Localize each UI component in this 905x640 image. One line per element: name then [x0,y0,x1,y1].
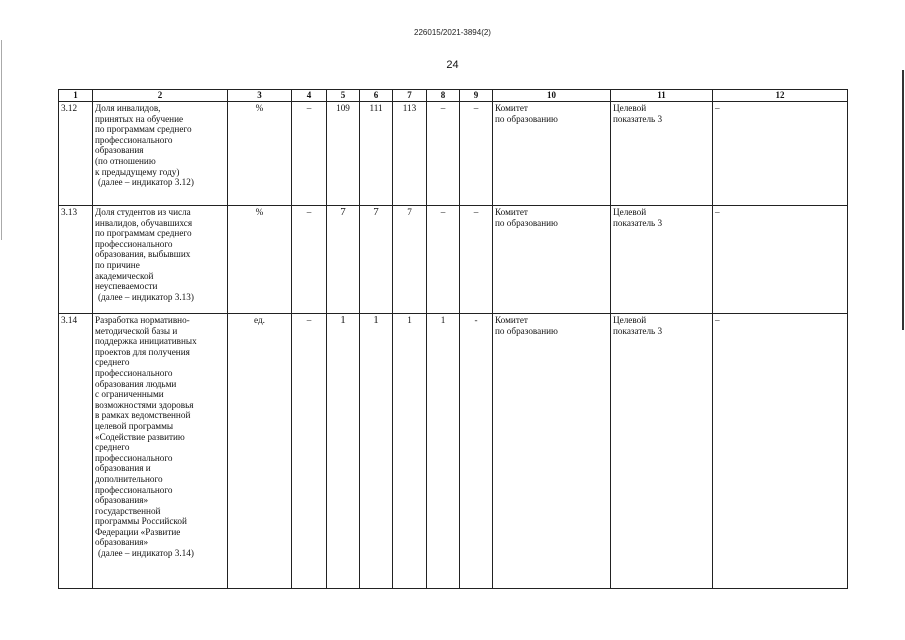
value-cell-7: 113 [393,102,427,206]
value-cell-5: 109 [327,102,360,206]
header-cell: 6 [360,90,393,102]
indicator-name-cell [93,314,228,589]
value-cell-6: 1 [360,314,393,589]
value-cell-9: - [460,314,493,589]
indicator-name-line: образования, выбывших [95,249,191,260]
indicator-name-line: возможностями здоровья [95,399,194,410]
unit-cell: % [228,102,292,206]
value-cell-7: 1 [393,314,427,589]
header-cell: 3 [228,90,292,102]
indicator-name-line: профессионального [95,134,173,145]
target-indicator-cell: Целевой показатель 3 [611,314,713,589]
indicator-name-line: (по отношению [95,155,156,166]
indicator-name-line: профессионального [95,238,173,249]
target-indicator-cell: Целевой показатель 3 [611,206,713,314]
indicator-name-line: с ограниченными [95,389,164,400]
header-cell: 5 [327,90,360,102]
indicator-name-line: поддержка инициативных [95,336,197,347]
table-header-row [59,90,848,102]
value-cell-8: – [427,102,460,206]
header-cell: 11 [611,90,713,102]
indicator-name-line: принятых на обучение [95,113,184,124]
responsible-cell: Комитет по образованию [493,206,611,314]
header-cell: 1 [59,90,93,102]
scan-edge-right [902,70,904,330]
indicator-name-line: «Содействие развитию [95,431,185,442]
value-cell-5: 7 [327,206,360,314]
indicator-name-line: среднего [95,357,130,368]
indicator-name-line: профессионального [95,484,173,495]
header-cell: 2 [93,90,228,102]
target-indicator-cell: Целевой показатель 3 [611,102,713,206]
header-cell: 7 [393,90,427,102]
indicator-name-line: по программам среднего [95,124,192,135]
value-cell-8: – [427,206,460,314]
table-row [59,206,848,314]
indicator-name-line: неуспеваемости [95,281,158,292]
indicator-name-line: инвалидов, обучавшихся [95,217,193,228]
value-cell-4: – [292,102,327,206]
unit-cell: % [228,206,292,314]
indicator-name-line: образования [95,145,144,156]
indicator-name-line: среднего [95,442,130,453]
value-cell-6: 7 [360,206,393,314]
indicator-name-line: Разработка нормативно- [95,315,190,325]
unit-cell: ед. [228,314,292,589]
indicator-name-line: профессионального [95,367,173,378]
value-cell-9: – [460,102,493,206]
table-body [59,102,848,589]
indicator-name-cell [93,102,228,206]
table-row [59,102,848,206]
indicator-name-line: образования людьми [95,378,177,389]
value-cell-6: 111 [360,102,393,206]
responsible-cell: Комитет по образованию [493,102,611,206]
indicator-name-line: (далее – индикатор 3.13) [98,291,194,302]
indicator-name-line: к предыдущему году) [95,166,180,177]
indicator-name-line: профессионального [95,452,173,463]
indicator-name-line: проектов для получения [95,346,190,357]
indicator-name-line: академической [95,270,154,281]
note-cell: – [713,102,848,206]
note-cell: – [713,314,848,589]
indicator-name-line: Доля студентов из числа [95,207,191,217]
value-cell-7: 7 [393,206,427,314]
value-cell-4: – [292,314,327,589]
header-cell: 9 [460,90,493,102]
value-cell-8: 1 [427,314,460,589]
indicator-name-line: (далее – индикатор 3.14) [98,548,194,559]
indicator-name-line: (далее – индикатор 3.12) [98,177,194,188]
indicator-name-line: образования» [95,537,149,548]
header-cell: 4 [292,90,327,102]
page-number: 24 [446,59,459,71]
document-id: 226015/2021-3894(2) [414,28,491,37]
indicator-name-line: методической базы и [95,325,178,336]
indicator-name-line: по программам среднего [95,228,192,239]
indicator-name-line: Федерации «Развитие [95,526,181,537]
header-cell: 8 [427,90,460,102]
indicator-name-line: Доля инвалидов, [95,103,161,113]
indicator-name-line: программы Российской [95,516,187,527]
value-cell-4: – [292,206,327,314]
value-cell-9: – [460,206,493,314]
row-number-cell: 3.13 [59,206,93,314]
indicator-name-line: образования» [95,495,149,506]
indicator-name-line: целевой программы [95,420,174,431]
value-cell-5: 1 [327,314,360,589]
indicator-name-line: образования и [95,463,151,474]
table-row [59,314,848,589]
indicator-name-line: дополнительного [95,473,163,484]
indicator-name-cell [93,206,228,314]
indicators-table [58,89,848,589]
header-cell: 10 [493,90,611,102]
row-number-cell: 3.12 [59,102,93,206]
row-number-cell: 3.14 [59,314,93,589]
responsible-cell: Комитет по образованию [493,314,611,589]
indicator-name-line: в рамках ведомственной [95,410,191,421]
indicator-name-line: государственной [95,505,161,516]
indicator-name-line: по причине [95,259,140,270]
header-cell: 12 [713,90,848,102]
note-cell: – [713,206,848,314]
